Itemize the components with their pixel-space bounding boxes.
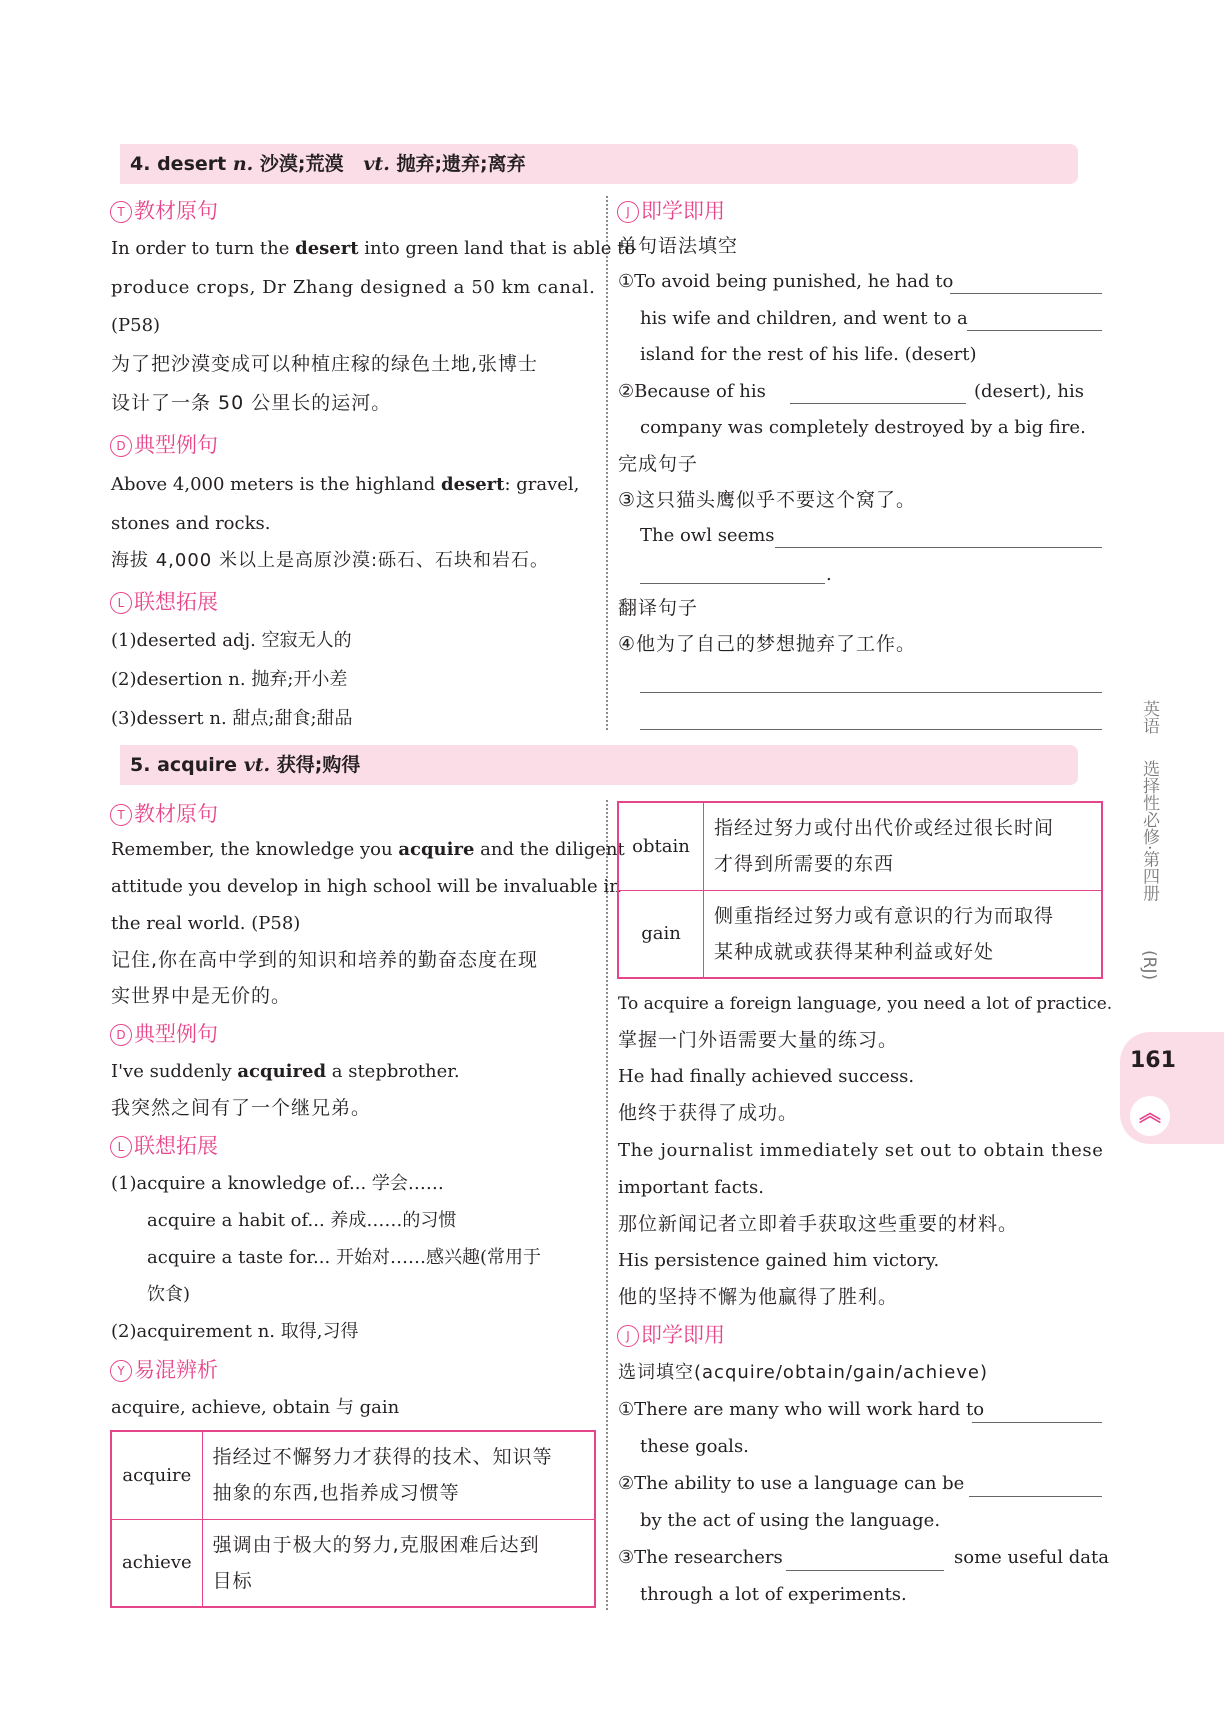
answer-blank[interactable] bbox=[967, 330, 1102, 331]
list-item: (2)acquirement n. 取得,习得 bbox=[111, 1321, 359, 1342]
answer-blank[interactable] bbox=[786, 1570, 944, 1571]
example-line: He had finally achieved success. bbox=[618, 1066, 915, 1087]
entry-number: 5. bbox=[130, 754, 151, 776]
list-item: (1)deserted adj. 空寂无人的 bbox=[111, 630, 352, 651]
table-def: 指经过努力或付出代价或经过很长时间 才得到所需要的东西 bbox=[704, 802, 1103, 890]
exercise-line: The owl seems bbox=[640, 525, 775, 546]
table-word: gain bbox=[618, 890, 704, 978]
text-line: I've suddenly acquired a stepbrother. bbox=[111, 1061, 460, 1082]
exercise-line: ②Because of his bbox=[618, 381, 766, 402]
circle-j-icon: J bbox=[617, 1325, 639, 1347]
section-label-text: 教材原句 bbox=[134, 199, 218, 223]
section-label-textbook: T 教材原句 bbox=[110, 799, 218, 829]
list-item: (2)desertion n. 抛弃;开小差 bbox=[111, 669, 348, 690]
answer-blank[interactable] bbox=[950, 293, 1102, 294]
example-line: To acquire a foreign language, you need a lot of practice. bbox=[618, 994, 1113, 1014]
exercise-line: ②The ability to use a language can be bbox=[618, 1473, 965, 1494]
example-line-cn: 那位新闻记者立即着手获取这些重要的材料。 bbox=[618, 1213, 1019, 1235]
example-line: important facts. bbox=[618, 1177, 764, 1198]
example-line: The journalist immediately set out to obtain these bbox=[618, 1140, 1104, 1161]
text-line-cn: 实世界中是无价的。 bbox=[111, 985, 292, 1007]
answer-line[interactable] bbox=[640, 729, 1102, 730]
table-def: 强调由于极大的努力,克服困难后达到 目标 bbox=[202, 1519, 595, 1607]
answer-blank[interactable] bbox=[969, 1496, 1102, 1497]
side-subject: 英语 bbox=[1139, 700, 1159, 734]
text-line: attitude you develop in high school will be invaluable in bbox=[111, 876, 621, 897]
example-line: His persistence gained him victory. bbox=[618, 1250, 940, 1271]
example-line-cn: 他终于获得了成功。 bbox=[618, 1102, 799, 1124]
exercise-line: these goals. bbox=[640, 1436, 749, 1457]
definition: 沙漠;荒漠 bbox=[259, 153, 344, 175]
table-word: acquire bbox=[111, 1431, 202, 1519]
circle-t-icon: T bbox=[110, 201, 132, 223]
definition: 抛弃;遗弃;离弃 bbox=[396, 153, 526, 175]
text-line-cn: 设计了一条 50 公里长的运河。 bbox=[111, 392, 392, 414]
text-line: Above 4,000 meters is the highland desert: gravel, bbox=[111, 474, 580, 495]
exercise-heading: 选词填空(acquire/obtain/gain/achieve) bbox=[618, 1362, 989, 1383]
period: . bbox=[826, 564, 832, 585]
pos-label: vt. bbox=[363, 153, 390, 175]
exercise-heading: 单句语法填空 bbox=[618, 235, 739, 257]
circle-d-icon: D bbox=[110, 435, 132, 457]
exercise-line: ④他为了自己的梦想抛弃了工作。 bbox=[618, 633, 917, 655]
circle-t-icon: T bbox=[110, 804, 132, 826]
exercise-line: company was completely destroyed by a big fire. bbox=[640, 417, 1086, 438]
text-line: In order to turn the desert into green land that is able to bbox=[111, 238, 636, 259]
example-line-cn: 他的坚持不懈为他赢得了胜利。 bbox=[618, 1286, 899, 1308]
page-number: 161 bbox=[1130, 1048, 1176, 1073]
entry-number: 4. bbox=[130, 153, 151, 175]
exercise-heading: 完成句子 bbox=[618, 453, 699, 475]
answer-blank[interactable] bbox=[972, 1422, 1102, 1423]
table-row bbox=[618, 802, 1102, 890]
exercise-line: ③The researchers bbox=[618, 1547, 783, 1568]
list-item: (1)acquire a knowledge of... 学会…… bbox=[111, 1173, 444, 1194]
comparison-table-left bbox=[110, 1430, 596, 1608]
answer-blank[interactable] bbox=[775, 547, 1102, 548]
highlight-word: acquire bbox=[398, 839, 475, 860]
circle-j-icon: J bbox=[617, 201, 639, 223]
section-label-assoc: L 联想拓展 bbox=[110, 1131, 218, 1161]
highlight-word: desert bbox=[441, 474, 505, 495]
exercise-line: by the act of using the language. bbox=[640, 1510, 941, 1531]
section-label-example: D 典型例句 bbox=[110, 430, 218, 460]
table-word: obtain bbox=[618, 802, 704, 890]
exercise-line: through a lot of experiments. bbox=[640, 1584, 907, 1605]
definition: 获得;购得 bbox=[276, 754, 361, 776]
text-line: Remember, the knowledge you acquire and the diligent bbox=[111, 839, 625, 860]
section-label-textbook bbox=[110, 196, 218, 226]
section-label-assoc: L 联想拓展 bbox=[110, 587, 218, 617]
highlight-word: desert bbox=[295, 238, 359, 259]
answer-blank[interactable] bbox=[640, 583, 825, 584]
text-line: produce crops, Dr Zhang designed a 50 km canal. bbox=[111, 277, 596, 298]
list-item: acquire a taste for... 开始对……感兴趣(常用于 bbox=[147, 1247, 541, 1268]
exercise-line: ①There are many who will work hard to bbox=[618, 1399, 985, 1420]
text-line-cn: 我突然之间有了一个继兄弟。 bbox=[111, 1097, 372, 1119]
exercise-heading: 翻译句子 bbox=[618, 597, 699, 619]
circle-l-icon: L bbox=[110, 1136, 132, 1158]
list-item: acquire a habit of... 养成……的习惯 bbox=[147, 1210, 457, 1231]
text-line: the real world. (P58) bbox=[111, 913, 301, 934]
circle-d-icon: D bbox=[110, 1024, 132, 1046]
list-item: 饮食) bbox=[147, 1284, 191, 1305]
table-def: 侧重指经过努力或有意识的行为而取得 某种成就或获得某种利益或好处 bbox=[704, 890, 1103, 978]
column-divider bbox=[606, 196, 608, 730]
circle-y-icon: Y bbox=[110, 1360, 132, 1382]
column-divider bbox=[606, 800, 608, 1610]
table-row bbox=[618, 890, 1102, 978]
section-label-confusable: Y 易混辨析 bbox=[110, 1355, 218, 1385]
entry-header-desert bbox=[120, 144, 1078, 184]
example-line-cn: 掌握一门外语需要大量的练习。 bbox=[618, 1029, 899, 1051]
headword: desert bbox=[157, 153, 227, 175]
highlight-word: acquired bbox=[237, 1061, 327, 1082]
answer-blank[interactable] bbox=[790, 403, 966, 404]
circle-l-icon: L bbox=[110, 592, 132, 614]
double-chevron-up-icon[interactable]: ︽ bbox=[1130, 1096, 1170, 1136]
table-row bbox=[111, 1519, 595, 1607]
text-line: (P58) bbox=[111, 315, 161, 336]
exercise-line: ③这只猫头鹰似乎不要这个窝了。 bbox=[618, 489, 917, 511]
side-edition: (RJ) bbox=[1139, 950, 1159, 981]
section-label-practice: J 即学即用 bbox=[617, 196, 725, 226]
entry-header-acquire bbox=[120, 745, 1078, 785]
text-line-cn: 海拔 4,000 米以上是高原沙漠:砾石、石块和岩石。 bbox=[111, 550, 550, 571]
exercise-line: ①To avoid being punished, he had to bbox=[618, 271, 954, 292]
exercise-line: (desert), his bbox=[974, 381, 1084, 402]
comparison-table-right bbox=[617, 801, 1103, 979]
exercise-line: island for the rest of his life. (desert) bbox=[640, 344, 977, 365]
side-book-title: 选择性必修·第四册 bbox=[1139, 760, 1159, 902]
pos-label: vt. bbox=[243, 754, 271, 776]
headword: acquire bbox=[157, 754, 238, 776]
comparison-title: acquire, achieve, obtain 与 gain bbox=[111, 1397, 400, 1418]
table-def: 指经过不懈努力才获得的技术、知识等 抽象的东西,也指养成习惯等 bbox=[202, 1431, 595, 1519]
exercise-line: his wife and children, and went to a bbox=[640, 308, 968, 329]
table-word: achieve bbox=[111, 1519, 202, 1607]
exercise-line: some useful data bbox=[954, 1547, 1109, 1568]
section-label-example: D 典型例句 bbox=[110, 1019, 218, 1049]
list-item: (3)dessert n. 甜点;甜食;甜品 bbox=[111, 708, 353, 729]
section-label-practice: J 即学即用 bbox=[617, 1320, 725, 1350]
pos-label: n. bbox=[232, 153, 254, 175]
table-row bbox=[111, 1431, 595, 1519]
answer-line[interactable] bbox=[640, 692, 1102, 693]
text-line: stones and rocks. bbox=[111, 513, 271, 534]
text-line-cn: 为了把沙漠变成可以种植庄稼的绿色土地,张博士 bbox=[111, 353, 539, 375]
text-line-cn: 记住,你在高中学到的知识和培养的勤奋态度在现 bbox=[111, 949, 539, 971]
